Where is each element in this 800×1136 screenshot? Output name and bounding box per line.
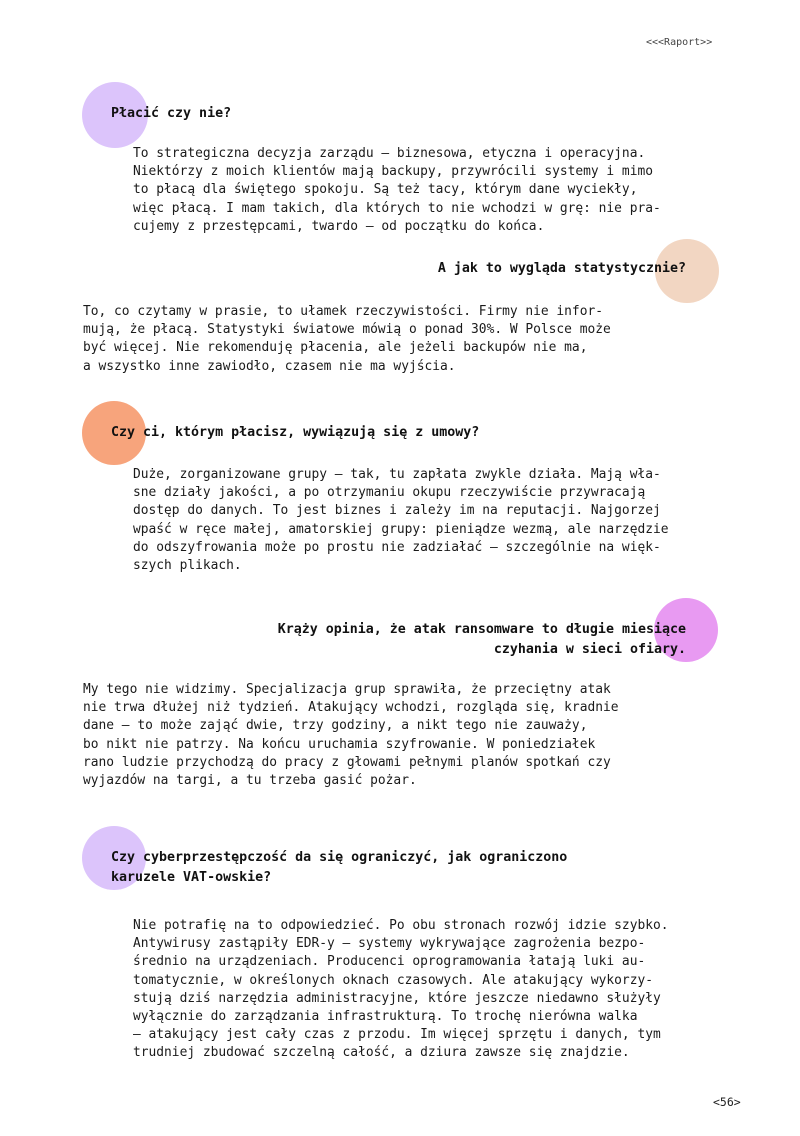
question-heading: Krąży opinia, że atak ransomware to długie miesiące czyhania w sieci ofiary. xyxy=(277,622,686,657)
question-heading: Czy cyberprzestępczość da się ograniczyć, jak ograniczono karuzele VAT-owskie? xyxy=(111,850,568,885)
answer-paragraph: Nie potrafię na to odpowiedzieć. Po obu stronach rozwój idzie szybko. Antywirusy zastąpiły EDR-y — systemy wykrywające zagrożenia bezpo- średnio na urządzeniach. Producenci oprogramowania łatają luki au- tomatycznie, w określonych oknach czasowych. Ale atakujący wykorzy- stują dziś narzędzia administracyjne, które jeszcze niedawno służyły wyłącznie do zarządzania infrastrukturą. To trochę nierówna walka — atakujący jest cały czas z przodu. Im więcej sprzętu i danych, tym trudniej zbudować szczelną całość, a dziura zawsze się znajdzie. xyxy=(133,918,669,1061)
answer-paragraph: To strategiczna decyzja zarządu — biznesowa, etyczna i operacyjna. Niektórzy z moich klientów mają backupy, przywrócili systemy i mimo to płacą dla świętego spokoju. Są też tacy, którym dane wyciekły, więc płacą. I mam takich, dla których to nie wchodzi w grę: nie pra- cujemy z przestępcami, twardo — od początku do końca. xyxy=(133,146,661,234)
question-heading: Płacić czy nie? xyxy=(111,106,232,121)
question-heading: Czy ci, którym płacisz, wywiązują się z umowy? xyxy=(111,425,480,440)
report-header: <<<Raport>> xyxy=(646,37,713,48)
answer-paragraph: My tego nie widzimy. Specjalizacja grup sprawiła, że przeciętny atak nie trwa dłużej niż tydzień. Atakujący wchodzi, rozgląda się, kradnie dane — to może zająć dwie, trzy godziny, a nikt tego nie zauważy, bo nikt nie patrzy. Na końcu uruchamia szyfrowanie. W poniedziałek rano ludzie przychodzą do pracy z głowami pełnymi planów spotkań czy wyjazdów na targi, a tu trzeba gasić pożar. xyxy=(83,682,619,789)
question-heading: A jak to wygląda statystycznie? xyxy=(437,261,686,276)
page-number: <56> xyxy=(713,1095,741,1109)
answer-paragraph: Duże, zorganizowane grupy — tak, tu zapłata zwykle działa. Mają wła- sne działy jakości, a po otrzymaniu okupu rzeczywiście przywracają dostęp do danych. To jest biznes i zależy im na reputacji. Najgorzej wpaść w ręce małej, amatorskiej grupy: pieniądze wezmą, ale narzędzie do odszyfrowania może po prostu nie zadziałać — szczególnie na więk- szych plikach. xyxy=(133,467,669,574)
answer-paragraph: To, co czytamy w prasie, to ułamek rzeczywistości. Firmy nie infor- mują, że płacą. Statystyki światowe mówią o ponad 30%. W Polsce może być więcej. Nie rekomenduję płacenia, ale jeżeli backupów nie ma, a wszystko inne zawiodło, czasem nie ma wyjścia. xyxy=(83,304,611,374)
